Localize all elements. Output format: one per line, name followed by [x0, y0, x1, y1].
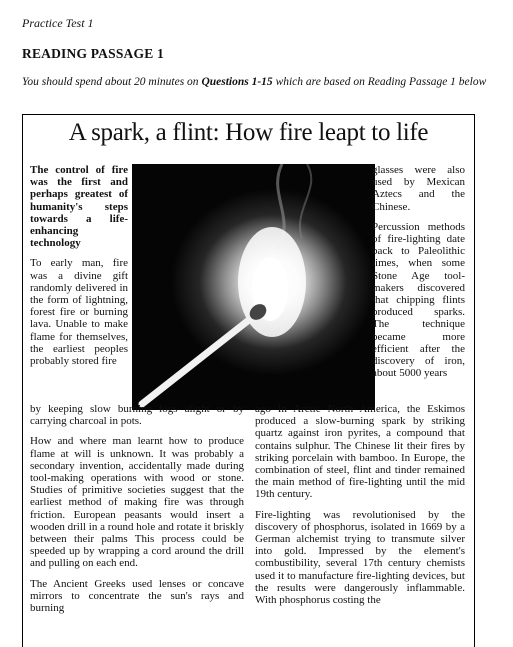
smoke-wisp — [300, 164, 311, 239]
paragraph-early-man: To early man, fire was a divine gift randomly delivered in the form of lightning, forest fire or burning lava. Unable to make flame for themselves, the earliest peoples probably stored fire — [30, 257, 128, 368]
match-illustration — [132, 164, 375, 410]
paragraph-phosphorus: Fire-lighting was revolutionised by the discovery of phosphorus, isolated in 1669 by a German alchemist trying to transmute silver into gold. Impressed by the element's combustibility, several 17th century chemists used it to manufacture fire-lighting devices, but the results were dangerously inflammable. With phosphorus costing the — [255, 508, 465, 607]
article-lead: The control of fire was the first and perhaps greatest of humanity's steps towards a life-enhancing technology — [30, 164, 128, 250]
match-stick — [142, 316, 254, 404]
article-title: A spark, a flint: How fire leapt to life — [68, 119, 429, 146]
passage-heading: READING PASSAGE 1 — [22, 46, 164, 61]
paragraph-percussion-cont: ago In Arctic North America, the Eskimos produced a slow-burning spark by striking quartz against iron pyrites, a compound that contains sulphur. The Chinese lit their fires by striking porcelain with bamboo. In Europe, the combination of steel, flint and tinder remained the main method of fire-lighting until the mid 19th century. — [255, 403, 465, 501]
instructions-questions: Questions 1-15 — [201, 76, 273, 88]
column-right-bottom — [255, 403, 465, 614]
paragraph-friction: How and where man learnt how to produce flame at will is unknown. It was probably a secondary invention, accidentally made during tool-making operations with wood or stone. Studies of primitive societies suggest that the earliest method of making fire was through friction. European peasants would insert a wooden drill in a round hole and rotate it briskly between their palms This process could be speeded up by wrapping a cord around the drill and pulling on each end. — [30, 435, 244, 570]
column-left-top — [30, 164, 128, 375]
column-left-bottom — [30, 403, 244, 622]
instructions — [22, 76, 492, 89]
paragraph-greeks: The Ancient Greeks used lenses or concave mirrors to concentrate the sun's rays and burning — [30, 577, 244, 615]
paragraph-greeks-cont: glasses were also used by Mexican Aztecs and the Chinese. — [372, 164, 465, 213]
instructions-text-end: which are based on Reading Passage 1 below — [272, 76, 487, 88]
instructions-text-start: You should spend about 20 minutes on — [22, 76, 202, 88]
practice-test-label: Practice Test 1 — [22, 16, 94, 30]
column-right-top — [372, 164, 465, 387]
article-box — [22, 114, 475, 647]
paragraph-early-man-cont: by keeping slow burning logs alight or by carrying charcoal in pots. — [30, 403, 244, 428]
burning-match-photo — [132, 164, 375, 410]
paragraph-percussion: Percussion methods of fire-lighting date back to Paleolithic times, when some Stone Age tool-makers discovered that chipping flints produced sparks. The technique became more efficient after the discovery of iron, about 5000 years — [372, 220, 465, 380]
